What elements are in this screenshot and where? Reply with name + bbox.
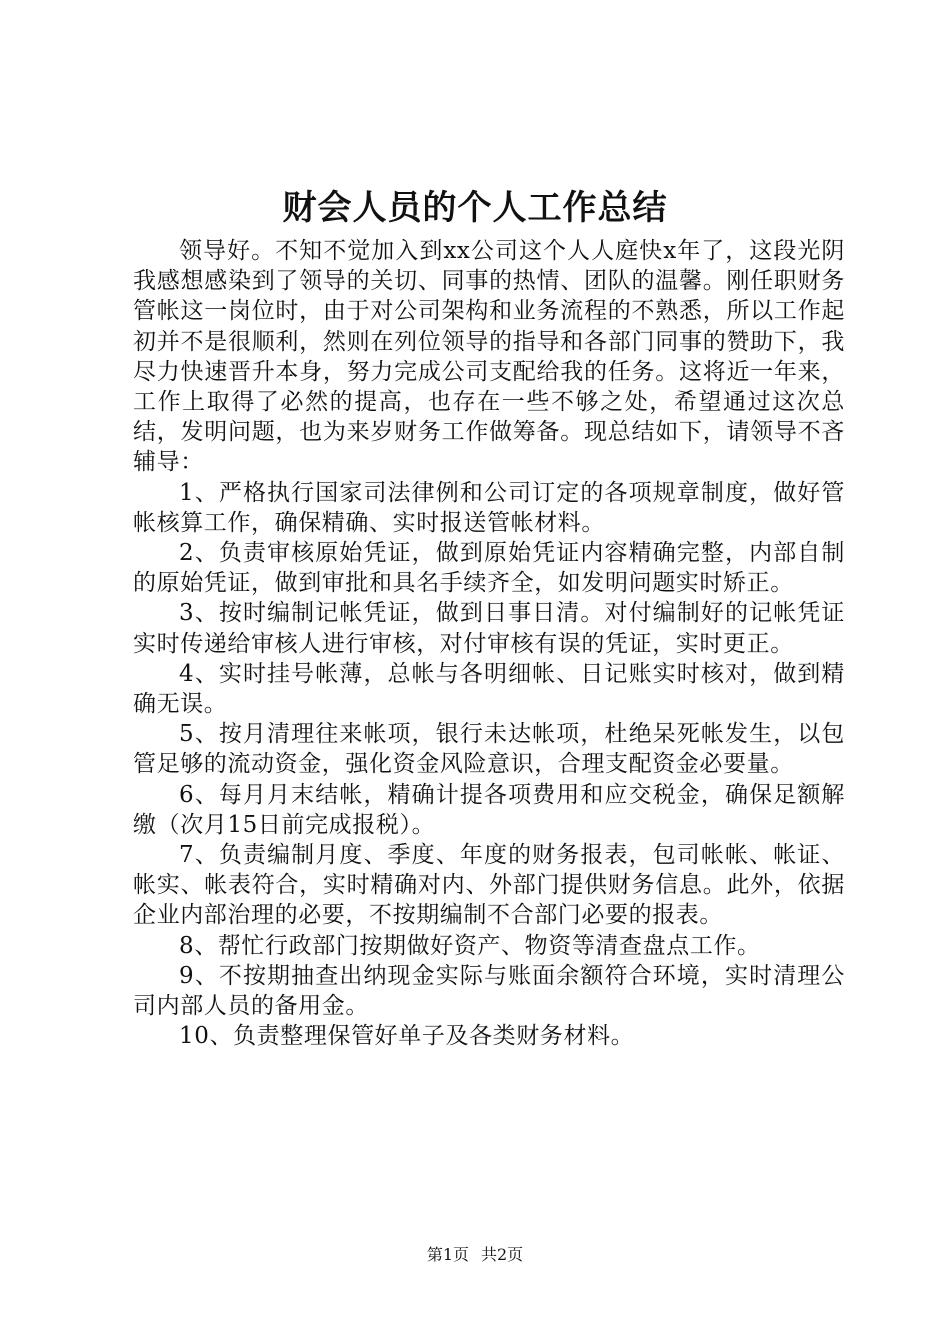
- list-item-1: 1、严格执行国家司法律例和公司订定的各项规章制度，做好管帐核算工作，确保精确、实时报送管帐材料。: [133, 479, 845, 536]
- list-item-5: 5、按月清理往来帐项，银行未达帐项，杜绝呆死帐发生，以包管足够的流动资金，强化资金风险意识，合理支配资金必要量。: [133, 721, 845, 778]
- page-footer: [0, 1244, 950, 1266]
- list-item-3: 3、按时编制记帐凭证，做到日事日清。对付编制好的记帐凭证实时传递给审核人进行审核，对付审核有误的凭证，实时更正。: [133, 600, 845, 657]
- list-item-7: 7、负责编制月度、季度、年度的财务报表，包司帐帐、帐证、帐实、帐表符合，实时精确对内、外部门提供财务信息。此外，依据企业内部治理的必要，不按期编制不合部门必要的报表。: [133, 842, 845, 929]
- list-item-9: 9、不按期抽查出纳现金实际与账面余额符合环境，实时清理公司内部人员的备用金。: [133, 962, 845, 1020]
- intro-paragraph: 领导好。不知不觉加入到xx公司这个人人庭快x年了，这段光阴我感想感染到了领导的关切、同事的热情、团队的温馨。刚任职财务管帐这一岗位时，由于对公司架构和业务流程的不熟悉，所以工作起初并不是很顺利，然则在列位领导的指导和各部门同事的赞助下，我尽力快速晋升本身，努力完成公司支配给我的任务。这将近一年来，工作上取得了必然的提高，也存在一些不够之处，希望通过这次总结，发明问题，也为来岁财务工作做筹备。现总结如下，请领导不吝辅导：: [133, 238, 845, 476]
- list-item-2: 2、负责审核原始凭证，做到原始凭证内容精确完整，内部自制的原始凭证，做到审批和具名手续齐全，如发明问题实时矫正。: [133, 540, 845, 597]
- list-item-10: 10、负责整理保管好单子及各类财务材料。: [179, 1023, 635, 1050]
- page-number: 第1页: [426, 1245, 469, 1264]
- list-item-4: 4、实时挂号帐薄，总帐与各明细帐、日记账实时核对，做到精确无误。: [133, 660, 845, 718]
- page-total: 共2页: [481, 1245, 524, 1264]
- list-item-8: 8、帮忙行政部门按期做好资产、物资等清查盘点工作。: [179, 932, 761, 959]
- document-title: 财会人员的个人工作总结: [282, 188, 668, 228]
- list-item-6: 6、每月月末结帐，精确计提各项费用和应交税金，确保足额解缴（次月15日前完成报税）。: [133, 781, 845, 838]
- document-body: [133, 236, 845, 1051]
